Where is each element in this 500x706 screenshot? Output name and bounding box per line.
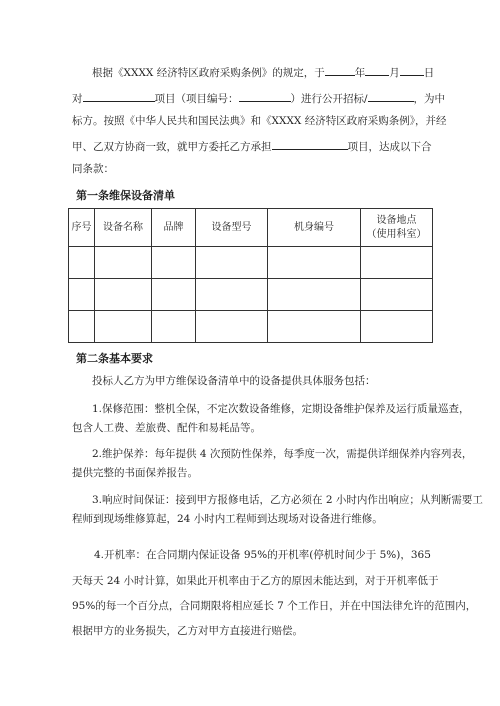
table-cell[interactable]: [152, 247, 196, 279]
item-2-line-1: 2.维护保养：每年提供 4 次预防性保养，每季度一次，需提供详细保养内容列表，: [92, 448, 473, 460]
table-row: [69, 311, 433, 343]
blank-project-number: [239, 90, 291, 102]
col-header-equipment-name: 设备名称: [95, 209, 152, 247]
table-cell[interactable]: [95, 279, 152, 311]
table-cell[interactable]: [268, 279, 361, 311]
col-header-serial-number: 机身编号: [268, 209, 361, 247]
item-1-line-2: 包含人工费、差旅费、配件和易耗品等。: [72, 422, 261, 434]
preamble-text: 根据《XXXX 经济特区政府采购条例》的规定，于: [92, 67, 325, 79]
preamble-text: 对: [72, 93, 83, 105]
location-header-line-1: 设备地点: [376, 214, 417, 226]
day-label: 日: [423, 67, 435, 79]
col-header-location: [361, 209, 433, 247]
preamble-text: 同条款：: [72, 163, 114, 175]
table-cell[interactable]: [196, 247, 268, 279]
preamble-line-1: [92, 64, 434, 80]
item-4-line-4: 根据甲方的业务损失，乙方对甲方直接进行赔偿。: [72, 625, 303, 637]
table-cell[interactable]: [95, 247, 152, 279]
item-3-line-1: 3.响应时间保证：接到甲方报修电话，乙方必须在 2 小时内作出响应；从判断需要工: [92, 494, 483, 506]
item-2-line-2: 提供完整的书面保养报告。: [72, 467, 198, 479]
preamble-text: ）进行公开招标/: [290, 93, 368, 105]
table-cell[interactable]: [361, 247, 433, 279]
item-3-line-2: 程师到现场维修算起，24 小时内工程师到达现场对设备进行维修。: [72, 513, 383, 525]
table-cell[interactable]: [361, 279, 433, 311]
preamble-text: 甲、乙双方协商一致，就甲方委托乙方承担: [72, 141, 272, 153]
item-4-line-2: 天每天 24 小时计算，如果此开机率由于乙方的原因未能达到，对于开机率低于: [72, 575, 439, 587]
blank-day: [400, 64, 424, 76]
table-cell[interactable]: [69, 311, 95, 343]
preamble-text: 项目，达成以下合: [347, 141, 432, 153]
table-cell[interactable]: [69, 247, 95, 279]
table-cell[interactable]: [268, 247, 361, 279]
preamble-text: 项目（项目编号：: [154, 93, 239, 105]
table-cell[interactable]: [361, 311, 433, 343]
table-cell[interactable]: [196, 311, 268, 343]
table-cell[interactable]: [152, 311, 196, 343]
col-header-brand: 品牌: [152, 209, 196, 247]
col-header-serial: 序号: [69, 209, 95, 247]
preamble-line-5: [72, 162, 114, 176]
preamble-text: 标方。按照《中华人民共和国民法典》和《XXXX 经济特区政府采购条例》，并经: [72, 115, 447, 127]
section-1-title: 第一条维保设备清单: [76, 189, 175, 202]
blank-procurement-method: [368, 90, 414, 102]
item-4-line-3: 95%的每一个百分点，合同期限将相应延长 7 个工作日，并在中国法律允许的范围内，: [72, 600, 477, 612]
section-2-title: 第二条基本要求: [76, 352, 153, 365]
blank-month: [365, 64, 389, 76]
year-label: 年: [354, 67, 366, 79]
table-header-row: [69, 209, 433, 247]
preamble-line-2: [72, 90, 445, 106]
preamble-line-4: [72, 138, 432, 154]
table-cell[interactable]: [268, 311, 361, 343]
equipment-table: [68, 208, 433, 343]
preamble-text: ，为中: [413, 93, 446, 105]
month-label: 月: [389, 67, 400, 79]
blank-year: [325, 64, 355, 76]
table-row: [69, 247, 433, 279]
table-cell[interactable]: [95, 311, 152, 343]
item-4-line-1: 4.开机率：在合同期内保证设备 95%的开机率(停机时间少于 5%)，365: [94, 549, 431, 561]
table-row: [69, 279, 433, 311]
blank-entrusted-project: [272, 138, 348, 150]
item-1-line-1: 1.保修范围：整机全保，不定次数设备维修，定期设备维护保养及运行质量巡查，: [92, 403, 470, 415]
table-cell[interactable]: [196, 279, 268, 311]
section-2-intro: 投标人乙方为甲方维保设备清单中的设备提供具体服务包括：: [92, 375, 376, 387]
preamble-line-3: [72, 114, 447, 128]
blank-project-name: [83, 90, 155, 102]
table-cell[interactable]: [152, 279, 196, 311]
table-cell[interactable]: [69, 279, 95, 311]
location-header-line-2: （使用科室）: [366, 228, 427, 240]
col-header-model: 设备型号: [196, 209, 268, 247]
